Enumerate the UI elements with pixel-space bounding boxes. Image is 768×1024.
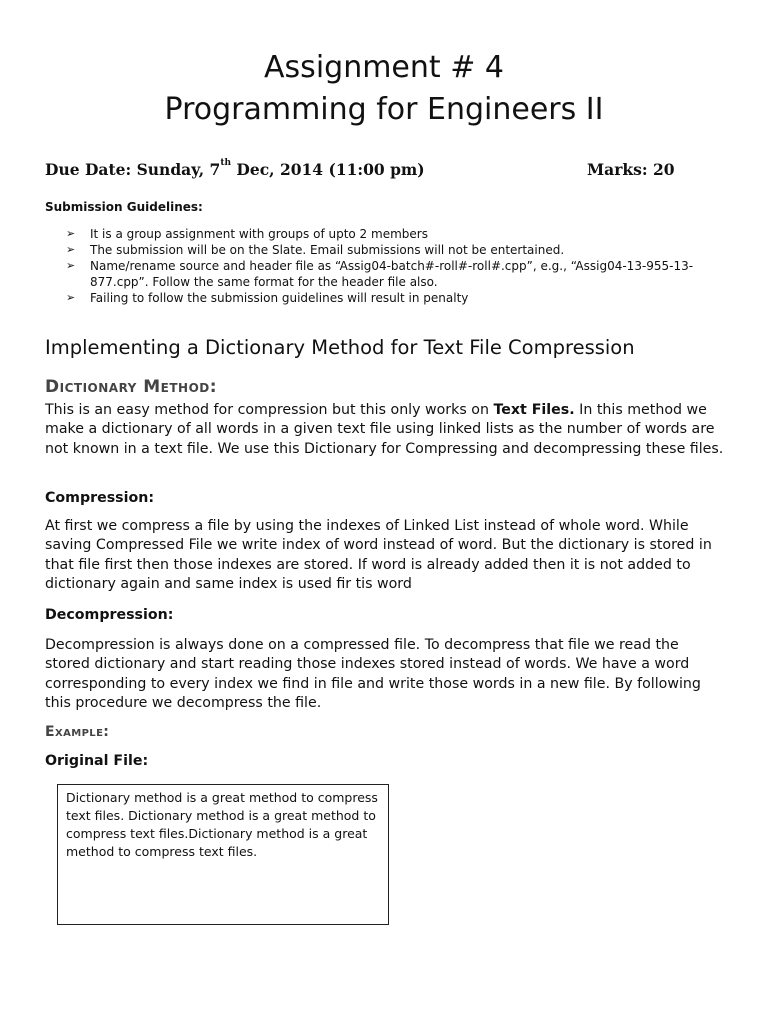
dictionary-method-heading: Dictionary Method: xyxy=(45,377,218,397)
guideline-item: ➢ The submission will be on the Slate. Email submissions will not be entertained. xyxy=(66,243,565,257)
marks-label: Marks: 20 xyxy=(587,160,675,179)
original-file-text: Dictionary method is a great method to compress text files. Dictionary method is a great method to compress text files.Dictionary method is a great method to compress text files. xyxy=(66,790,378,859)
example-heading: Example: xyxy=(45,724,110,740)
decompression-heading: Decompression: xyxy=(45,607,174,623)
arrow-bullet-icon: ➢ xyxy=(66,291,76,304)
decompression-body: Decompression is always done on a compressed file. To decompress that file we read the stored dictionary and start reading those indexes stored instead of words. We have a word corresponding to every index we find in file and write those words in a new file. By following this procedure we decompress the file. xyxy=(45,637,701,711)
guideline-item: ➢ It is a group assignment with groups of upto 2 members xyxy=(66,227,428,241)
arrow-bullet-icon: ➢ xyxy=(66,243,76,256)
text-files-emphasis: Text Files. xyxy=(493,402,575,418)
due-date: Due Date: Sunday, 7th Dec, 2014 (11:00 pm) xyxy=(45,158,425,179)
compression-heading: Compression: xyxy=(45,490,154,506)
section-title: Implementing a Dictionary Method for Text File Compression xyxy=(45,336,635,359)
course-title: Programming for Engineers II xyxy=(164,92,604,127)
submission-guidelines-heading: Submission Guidelines: xyxy=(45,200,203,214)
dictionary-method-intro: This is an easy method for compression but this only works on Text Files. In this method we make a dictionary of all words in a given text file using linked lists as the number of words are not known in a text file. We use this Dictionary for Compressing and decompressing these files. xyxy=(45,402,724,457)
original-file-box xyxy=(57,784,389,925)
arrow-bullet-icon: ➢ xyxy=(66,259,76,272)
assignment-title: Assignment # 4 xyxy=(264,50,504,85)
due-date-row xyxy=(45,158,675,182)
arrow-bullet-icon: ➢ xyxy=(66,227,76,240)
guideline-item: ➢ Name/rename source and header file as “Assig04-batch#-roll#-roll#.cpp”, e.g., “Assig04-13-955-13-877.cpp”. Follow the same format for the header file also. xyxy=(66,259,694,289)
submission-guidelines-list xyxy=(66,226,706,306)
compression-body: At first we compress a file by using the indexes of Linked List instead of whole word. While saving Compressed File we write index of word instead of word. But the dictionary is stored in that file first then those indexes are stored. If word is already added then it is not added to dictionary again and same index is used fir tis word xyxy=(45,518,712,592)
guideline-item: ➢ Failing to follow the submission guidelines will result in penalty xyxy=(66,291,469,305)
original-file-heading: Original File: xyxy=(45,753,149,769)
